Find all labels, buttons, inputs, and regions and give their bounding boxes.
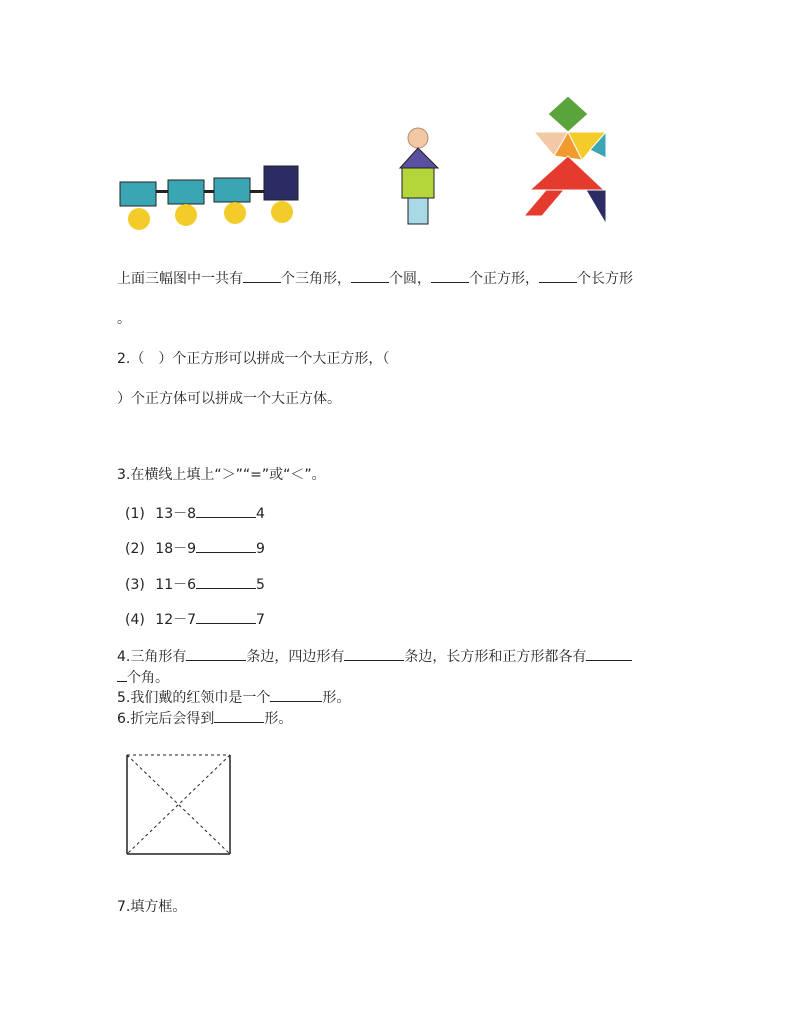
q6-line: [117, 710, 292, 728]
q4-angles-blank-cont: [117, 669, 127, 682]
q3-item-right: 9: [256, 541, 265, 557]
q7-title: 7.填方框。: [117, 899, 187, 915]
q3-title: 3.在横线上填上“＞”“=”或“＜”。: [117, 467, 326, 483]
q5-line: [117, 689, 350, 707]
q3-item-right: 5: [256, 577, 265, 593]
q4-text-part1: 4.三角形有: [117, 649, 187, 665]
q3-item-right: 7: [256, 612, 265, 628]
q4-line1: [117, 648, 632, 666]
q3-item-2: [125, 540, 265, 558]
q3-answer-blank[interactable]: [196, 611, 256, 624]
train-figure: [116, 160, 306, 235]
q3-item-expression: 12－7: [155, 612, 197, 628]
q1-text-part5: 个长方形: [577, 271, 633, 287]
q1-rectangle-blank[interactable]: [539, 270, 577, 283]
q5-text-part1: 5.我们戴的红领巾是一个: [117, 690, 271, 706]
q4-angles-blank[interactable]: [586, 648, 632, 661]
q1-square-blank[interactable]: [431, 270, 469, 283]
q1-text-part4: 个正方形，: [469, 271, 539, 287]
q4-text-part3: 条边，长方形和正方形都各有: [404, 649, 587, 665]
q3-item-right: 4: [256, 506, 265, 522]
q2-line2: ）个正方体可以拼成一个大正方体。: [117, 391, 341, 407]
q3-item-expression: 13－8: [155, 506, 197, 522]
q1-text-part1: 上面三幅图中一共有: [117, 271, 243, 287]
q6-text-part2: 形。: [264, 711, 293, 727]
q6-text-part1: 6.折完后会得到: [117, 711, 215, 727]
q3-item-4: [125, 611, 265, 629]
q1-triangle-blank[interactable]: [243, 270, 281, 283]
q3-item-number: (2): [125, 541, 145, 557]
q5-answer-blank[interactable]: [270, 689, 322, 702]
q3-item-expression: 18－9: [155, 541, 197, 557]
tangram-figure: [520, 94, 612, 229]
q3-item-expression: 11－6: [155, 577, 197, 593]
q5-text-part2: 形。: [322, 690, 351, 706]
q3-item-1: [125, 505, 265, 523]
q4-triangle-sides-blank[interactable]: [186, 648, 246, 661]
q3-item-number: (1): [125, 506, 145, 522]
q3-answer-blank[interactable]: [196, 576, 256, 589]
q4-text-part2: 条边，四边形有: [246, 649, 345, 665]
q1-line1: [117, 270, 633, 288]
q1-text-part2: 个三角形，: [281, 271, 351, 287]
robot-figure: [396, 126, 446, 228]
q1-circle-blank[interactable]: [351, 270, 389, 283]
q4-text-part4: 个角。: [127, 670, 169, 686]
q4-quadrilateral-sides-blank[interactable]: [344, 648, 404, 661]
q3-item-3: [125, 576, 265, 594]
q3-answer-blank[interactable]: [196, 540, 256, 553]
q3-item-number: (3): [125, 577, 145, 593]
q3-answer-blank[interactable]: [196, 505, 256, 518]
folded-square-figure: [126, 754, 232, 856]
q4-line2: [117, 669, 169, 687]
q3-item-number: (4): [125, 612, 145, 628]
q6-answer-blank[interactable]: [214, 710, 264, 723]
q1-line2: 。: [117, 311, 131, 327]
q1-text-part3: 个圆，: [389, 271, 431, 287]
q2-line1: 2.（ ）个正方形可以拼成一个大正方形，（: [117, 351, 390, 367]
